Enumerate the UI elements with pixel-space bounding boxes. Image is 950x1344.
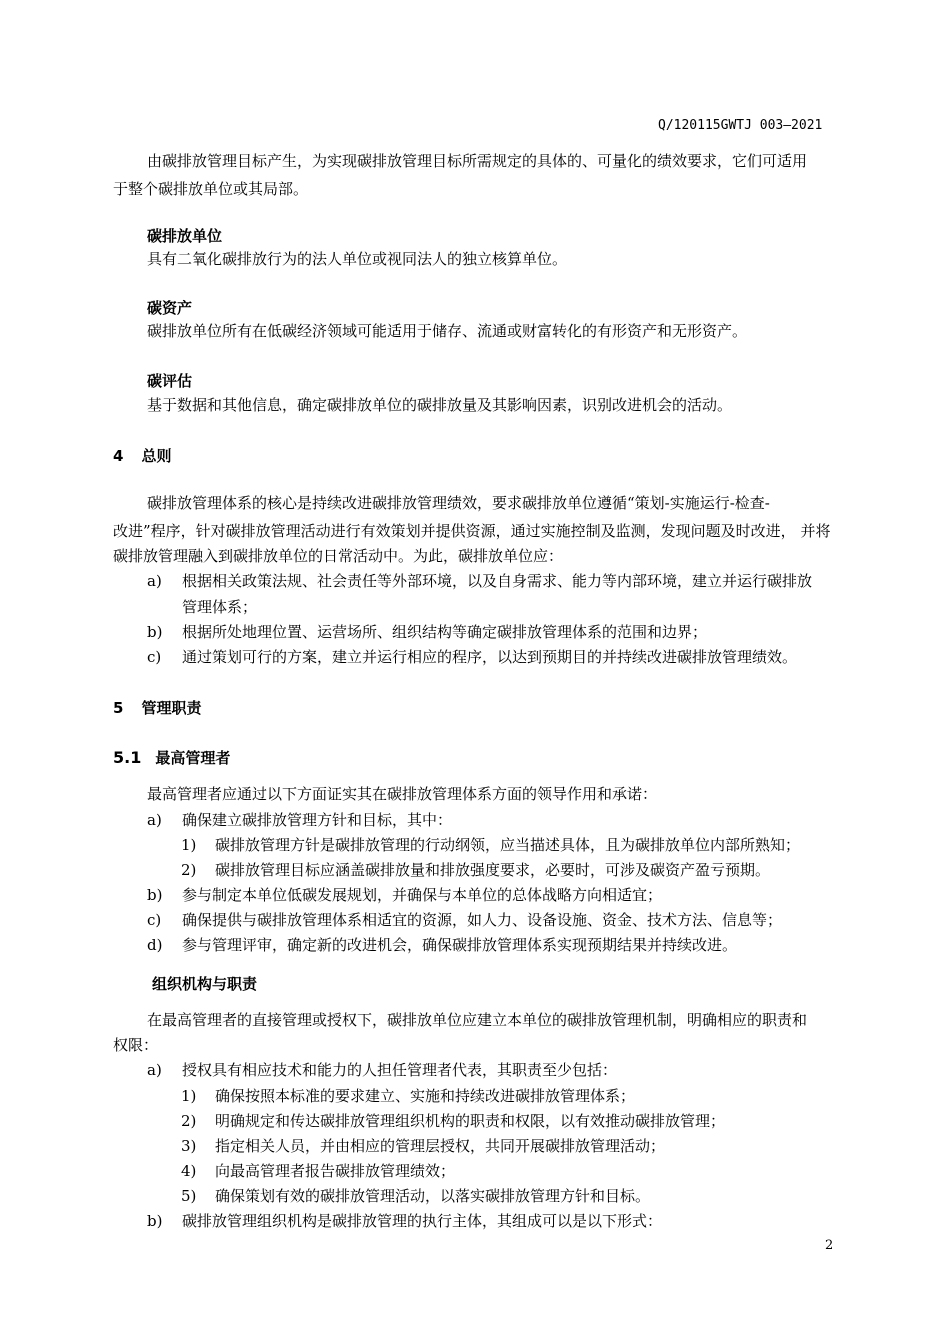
list-text: 碳排放管理方针是碳排放管理的行动纲领，应当描述具体，且为碳排放单位内部所熟知； <box>215 836 801 854</box>
section-title: 最高管理者 <box>155 749 231 767</box>
sub-list-item <box>181 1137 665 1155</box>
section-title: 管理职责 <box>141 699 202 717</box>
list-marker: 5) <box>181 1187 197 1205</box>
list-marker: a) <box>147 572 162 590</box>
list-item <box>147 572 812 590</box>
subsection-heading-5-1 <box>113 747 230 768</box>
list-marker: 3) <box>181 1137 197 1155</box>
document-code: Q/120115GWTJ 003—2021 <box>658 118 823 133</box>
list-item <box>147 1061 617 1079</box>
list-marker: a) <box>147 1061 162 1079</box>
section-title: 总则 <box>141 447 172 465</box>
list-text: 参与制定本单位低碳发展规划，并确保与本单位的总体战略方向相适宜； <box>182 886 663 904</box>
section-number: 5.1 <box>113 748 142 767</box>
list-text: 根据相关政策法规、社会责任等外部环境，以及自身需求、能力等内部环境，建立并运行碳排放 <box>182 572 813 590</box>
list-item <box>147 648 797 666</box>
list-text: 碳排放管理目标应涵盖碳排放量和排放强度要求，必要时，可涉及碳资产盈亏预期。 <box>215 861 771 879</box>
subsection-heading-5-2: 组织机构与职责 <box>152 975 258 993</box>
list-item <box>147 811 452 829</box>
term-heading: 碳评估 <box>147 372 193 390</box>
list-marker: c) <box>147 911 162 929</box>
list-item <box>147 936 737 954</box>
list-marker: 2) <box>181 861 197 879</box>
list-item <box>147 1212 662 1230</box>
list-text: 确保提供与碳排放管理体系相适宜的资源，如人力、设备设施、资金、技术方法、信息等； <box>182 911 783 929</box>
section-number: 4 <box>113 447 124 465</box>
sub-list-item <box>181 1112 725 1130</box>
sub-list-item <box>181 1187 650 1205</box>
sub-list-item <box>181 861 770 879</box>
list-marker: d) <box>147 936 163 954</box>
section-heading-4 <box>113 445 171 466</box>
sub-list-item <box>181 836 800 854</box>
list-text: 参与管理评审，确定新的改进机会，确保碳排放管理体系实现预期结果并持续改进。 <box>182 936 738 954</box>
paragraph-line: 在最高管理者的直接管理或授权下，碳排放单位应建立本单位的碳排放管理机制，明确相应的职责和 <box>147 1011 808 1029</box>
section-heading-5 <box>113 697 201 718</box>
list-marker: b) <box>147 1212 163 1230</box>
paragraph-line: 改进”程序，针对碳排放管理活动进行有效策划并提供资源，通过实施控制及监测，发现问题及时改进， 并将 <box>113 522 831 540</box>
term-definition: 具有二氧化碳排放行为的法人单位或视同法人的独立核算单位。 <box>147 250 568 268</box>
list-marker: 2) <box>181 1112 197 1130</box>
list-text: 确保策划有效的碳排放管理活动，以落实碳排放管理方针和目标。 <box>215 1187 651 1205</box>
list-marker: a) <box>147 811 162 829</box>
paragraph-line: 碳排放管理融入到碳排放单位的日常活动中。为此，碳排放单位应： <box>113 547 564 565</box>
term-heading: 碳排放单位 <box>147 227 223 245</box>
list-text: 向最高管理者报告碳排放管理绩效； <box>215 1162 456 1180</box>
list-item <box>147 911 782 929</box>
paragraph-line: 碳排放管理体系的核心是持续改进碳排放管理绩效，要求碳排放单位遵循“策划-实施运行-检查- <box>147 494 770 512</box>
list-text: 确保建立碳排放管理方针和目标，其中： <box>182 811 453 829</box>
list-marker: 1) <box>181 836 197 854</box>
list-marker: c) <box>147 648 162 666</box>
list-text: 碳排放管理组织机构是碳排放管理的执行主体，其组成可以是以下形式： <box>182 1212 663 1230</box>
term-definition: 碳排放单位所有在低碳经济领域可能适用于储存、流通或财富转化的有形资产和无形资产。 <box>147 322 748 340</box>
list-text: 通过策划可行的方案，建立并运行相应的程序，以达到预期目的并持续改进碳排放管理绩效。 <box>182 648 798 666</box>
term-heading: 碳资产 <box>147 299 193 317</box>
sub-list-item <box>181 1087 635 1105</box>
list-text: 明确规定和传达碳排放管理组织机构的职责和权限，以有效推动碳排放管理； <box>215 1112 726 1130</box>
list-text: 确保按照本标准的要求建立、实施和持续改进碳排放管理体系； <box>215 1087 636 1105</box>
list-text: 根据所处地理位置、运营场所、组织结构等确定碳排放管理体系的范围和边界； <box>182 623 708 641</box>
page-number: 2 <box>825 1238 834 1253</box>
list-item <box>147 623 707 641</box>
list-marker: 1) <box>181 1087 197 1105</box>
term-definition: 基于数据和其他信息，确定碳排放单位的碳排放量及其影响因素，识别改进机会的活动。 <box>147 396 733 414</box>
paragraph-line: 于整个碳排放单位或其局部。 <box>113 180 309 198</box>
list-marker: 4) <box>181 1162 197 1180</box>
list-text: 指定相关人员，并由相应的管理层授权，共同开展碳排放管理活动； <box>215 1137 666 1155</box>
paragraph-line: 最高管理者应通过以下方面证实其在碳排放管理体系方面的领导作用和承诺： <box>147 785 658 803</box>
list-item-continuation: 管理体系； <box>182 598 258 616</box>
list-text: 授权具有相应技术和能力的人担任管理者代表，其职责至少包括： <box>182 1061 618 1079</box>
list-marker: b) <box>147 886 163 904</box>
paragraph-line: 由碳排放管理目标产生，为实现碳排放管理目标所需规定的具体的、可量化的绩效要求，它们可适用 <box>147 152 808 170</box>
paragraph-line: 权限： <box>113 1036 159 1054</box>
sub-list-item <box>181 1162 455 1180</box>
list-marker: b) <box>147 623 163 641</box>
list-item <box>147 886 662 904</box>
section-number: 5 <box>113 699 124 717</box>
